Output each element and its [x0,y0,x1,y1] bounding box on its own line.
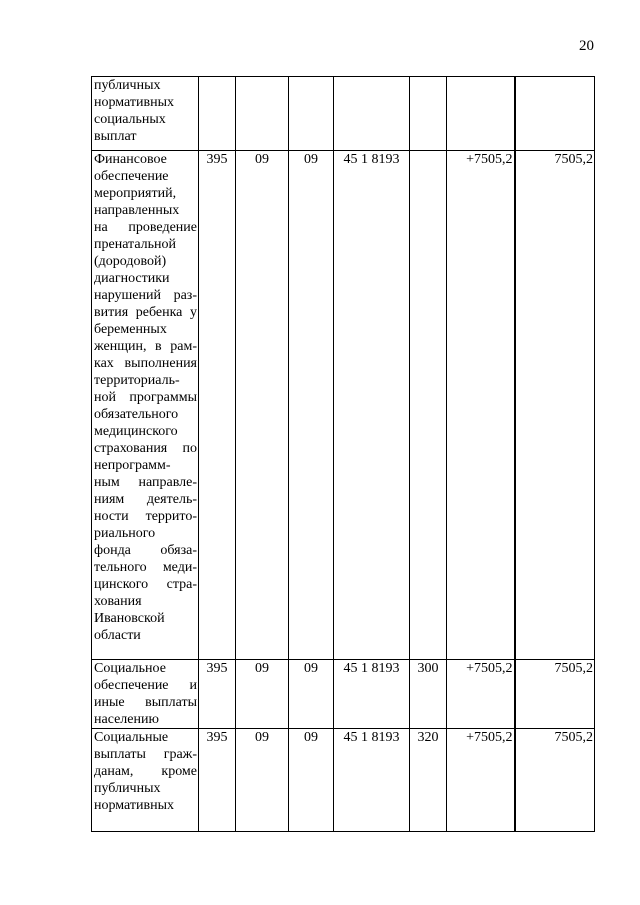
name-line: обеспечение и [94,678,197,693]
cell-expense-type: 320 [410,729,447,832]
cell-target-article: 45 1 8193 [334,729,410,832]
name-line: социальных [94,112,166,127]
cell-admin-code [199,77,236,151]
name-line: выплат [94,129,137,144]
cell-expense-type [410,151,447,660]
name-line: нормативных [94,798,175,813]
cell-target-article: 45 1 8193 [334,660,410,729]
name-line: Ивановской [94,611,165,626]
name-line: выплаты граж- [94,747,197,762]
table-row [92,77,595,151]
name-line: диагностики [94,271,170,286]
cell-change-amount: +7505,2 [447,729,515,832]
name-line: (дородовой) [94,254,167,269]
name-line: ности террито- [94,509,197,524]
name-line: населению [94,712,159,727]
cell-subsection: 09 [289,660,334,729]
cell-subsection: 09 [289,729,334,832]
name-line: страхования по [94,441,197,456]
cell-admin-code: 395 [199,151,236,660]
name-line: Финансовое [94,152,167,167]
cell-section: 09 [236,660,289,729]
name-line: ниям деятель- [94,492,197,507]
page-number: 20 [579,38,594,54]
name-line: риального [94,526,156,541]
budget-table [91,76,595,832]
name-line: Социальное [94,661,166,676]
cell-expense-type: 300 [410,660,447,729]
cell-admin-code: 395 [199,729,236,832]
name-line: фонда обяза- [94,543,197,558]
table-row [92,729,595,832]
name-line: цинского стра- [94,577,197,592]
name-line: данам, кроме [94,764,197,779]
cell-total-amount: 7505,2 [515,660,595,729]
name-line: медицинского [94,424,178,439]
name-line: Социальные [94,730,169,745]
name-line: направленных [94,203,180,218]
cell-name [92,729,199,832]
budget-table-body [92,77,595,832]
name-line: нарушений раз- [94,288,197,303]
cell-target-article [334,77,410,151]
name-line: области [94,628,141,643]
name-line: ным направле- [94,475,197,490]
name-line: территориаль- [94,373,180,388]
cell-admin-code: 395 [199,660,236,729]
cell-subsection: 09 [289,151,334,660]
name-line: беременных [94,322,167,337]
name-line: публичных [94,781,161,796]
name-line: пренатальной [94,237,177,252]
name-line: обеспечение [94,169,169,184]
cell-subsection [289,77,334,151]
name-line: иные выплаты [94,695,197,710]
cell-section: 09 [236,729,289,832]
name-line: вития ребенка у [94,305,197,320]
cell-section: 09 [236,151,289,660]
name-line: непрограмм- [94,458,171,473]
name-line: на проведение [94,220,197,235]
table-row [92,151,595,660]
cell-expense-type [410,77,447,151]
name-line: публичных [94,78,161,93]
name-line: ной программы [94,390,197,405]
cell-name [92,151,199,660]
cell-target-article: 45 1 8193 [334,151,410,660]
name-line: обязательного [94,407,179,422]
table-row [92,660,595,729]
cell-change-amount: +7505,2 [447,151,515,660]
name-line: женщин, в рам- [94,339,197,354]
cell-name [92,660,199,729]
name-line: тельного меди- [94,560,197,575]
cell-total-amount: 7505,2 [515,729,595,832]
name-line: хования [94,594,142,609]
cell-name [92,77,199,151]
name-line: мероприятий, [94,186,177,201]
name-line: нормативных [94,95,175,110]
cell-section [236,77,289,151]
cell-change-amount: +7505,2 [447,660,515,729]
cell-total-amount: 7505,2 [515,151,595,660]
name-line: ках выполнения [94,356,197,371]
cell-change-amount [447,77,515,151]
cell-total-amount [515,77,595,151]
